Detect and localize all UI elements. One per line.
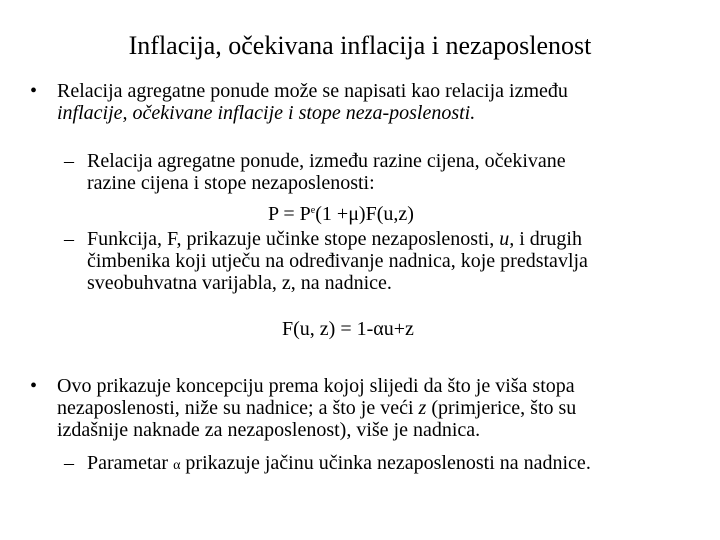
bullet-2 bbox=[57, 375, 576, 441]
dash-marker: – bbox=[64, 228, 74, 250]
bullet-2-text: nezaposlenosti, niže su nadnice; a što je veći bbox=[57, 397, 419, 419]
equation-price-rhs: (1 +μ)F(u,z) bbox=[315, 203, 414, 225]
sub-bullet-2-text: Funkcija, F, prikazuje učinke stope nezaposlenosti, bbox=[87, 228, 500, 250]
bullet-1-line-1: Relacija agregatne ponude može se napisati kao relacija između bbox=[57, 80, 568, 102]
sub-bullet-3-text: prikazuje jačinu učinka nezaposlenosti na nadnice. bbox=[180, 452, 591, 474]
sub-bullet-1 bbox=[87, 150, 566, 194]
bullet-1-line-2: inflacije, očekivane inflacije i stope neza-poslenosti. bbox=[57, 102, 476, 124]
variable-u: u, bbox=[499, 228, 515, 250]
equation-price-superscript: e bbox=[310, 205, 316, 216]
sub-bullet-2-line-3: sveobuhvatna varijabla, z, na nadnice. bbox=[87, 272, 392, 294]
dash-marker: – bbox=[64, 452, 74, 474]
equation-wage-function: F(u, z) = 1-αu+z bbox=[282, 318, 414, 340]
bullet-2-line-2 bbox=[57, 397, 576, 419]
slide-title: Inflacija, očekivana inflacija i nezaposlenost bbox=[128, 31, 592, 60]
bullet-marker: • bbox=[30, 375, 38, 397]
dash-marker: – bbox=[64, 150, 74, 172]
sub-bullet-3-text: Parametar bbox=[87, 452, 174, 474]
sub-bullet-2-line-2: čimbenika koji utječu na određivanje nadnica, koje predstavlja bbox=[87, 250, 588, 272]
bullet-2-line-3: izdašnije naknade za nezaposlenost), više je nadnica. bbox=[57, 419, 481, 441]
variable-z: z bbox=[418, 397, 427, 419]
parameter-alpha: α bbox=[173, 458, 181, 473]
bullet-1 bbox=[57, 80, 568, 124]
sub-bullet-2-line-1 bbox=[87, 228, 588, 250]
bullet-marker: • bbox=[30, 80, 38, 102]
equation-price bbox=[268, 200, 414, 225]
sub-bullet-3 bbox=[87, 452, 591, 477]
equation-price-lhs: P = P bbox=[268, 203, 311, 225]
sub-bullet-2 bbox=[87, 228, 588, 294]
bullet-2-text: (primjerice, što su bbox=[426, 397, 577, 419]
sub-bullet-1-line-2: razine cijena i stope nezaposlenosti: bbox=[87, 172, 375, 194]
bullet-2-line-1: Ovo prikazuje koncepciju prema kojoj slijedi da što je viša stopa bbox=[57, 375, 575, 397]
sub-bullet-1-line-1: Relacija agregatne ponude, između razine cijena, očekivane bbox=[87, 150, 566, 172]
sub-bullet-2-text: i drugih bbox=[514, 228, 582, 250]
